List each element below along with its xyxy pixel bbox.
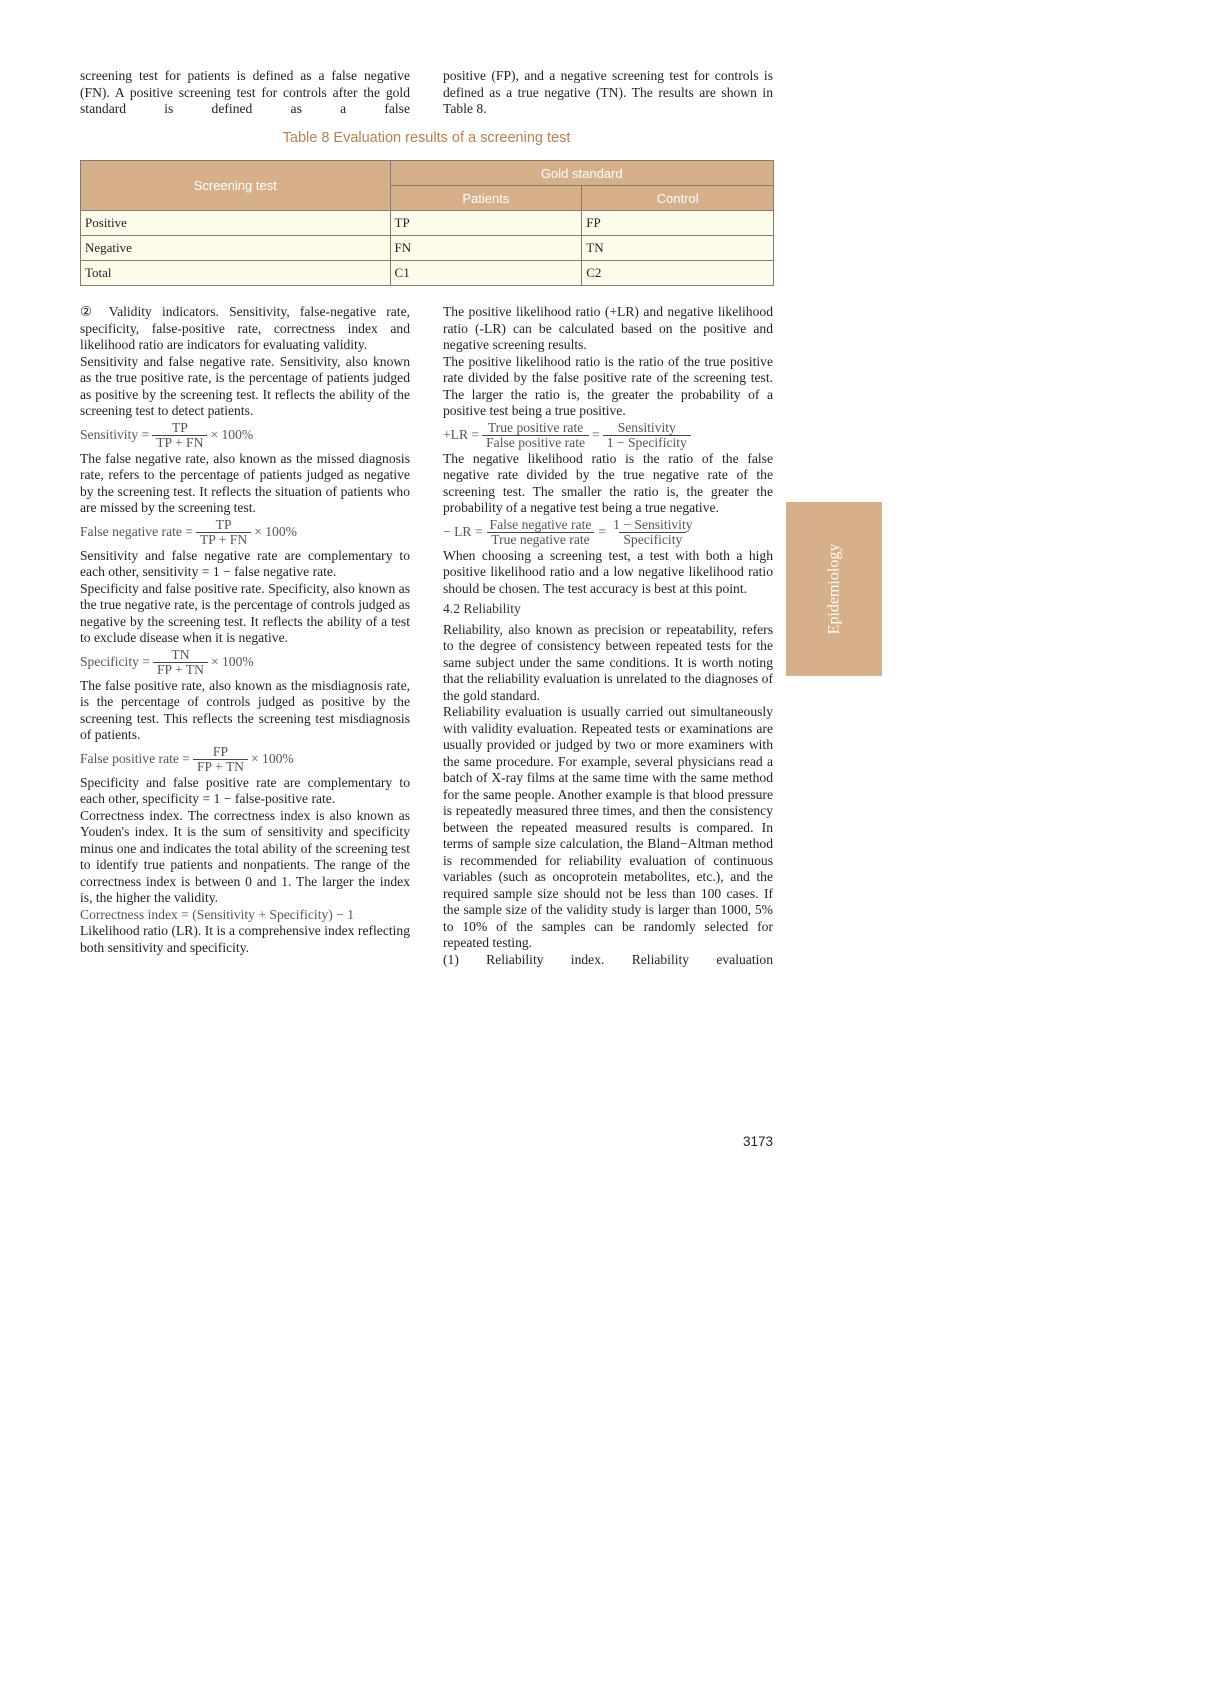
- formula-label: − LR =: [443, 523, 483, 539]
- table-row: [81, 261, 774, 286]
- formula-label: False positive rate =: [80, 750, 190, 766]
- paragraph: Likelihood ratio (LR). It is a comprehensive index reflecting both sensitivity and specificity.: [80, 923, 410, 955]
- false-positive-rate-formula: [80, 745, 410, 774]
- fraction: [609, 518, 696, 547]
- paragraph: Reliability, also known as precision or repeatability, refers to the degree of consistency between repeated tests for the same subject under the same conditions. It is worth noting that the reliability evaluation is unrelated to the diagnoses of the gold standard.: [443, 621, 773, 703]
- header-screening-test: Screening test: [81, 161, 391, 211]
- formula-label: Specificity =: [80, 653, 150, 669]
- denominator: TP + FN: [196, 532, 251, 547]
- cell-control: C2: [582, 261, 774, 286]
- paragraph: Correctness index. The correctness index is also known as Youden's index. It is the sum of sensitivity and specificity minus one and indicates the total ability of the screening test to identify true patients and nonpatients. The range of the correctness index is between 0 and 1. The larger the index is, the higher the validity.: [80, 807, 410, 905]
- header-patients: Patients: [390, 186, 582, 211]
- header-gold-standard: Gold standard: [390, 161, 773, 186]
- fraction: [193, 745, 248, 774]
- formula-tail: × 100%: [254, 523, 297, 539]
- section-tab-label: Epidemiology: [825, 543, 842, 635]
- equals-sign: =: [592, 426, 600, 442]
- page-number: 3173: [742, 1134, 773, 1149]
- table-row: [81, 211, 774, 236]
- denominator: TP + FN: [152, 435, 207, 450]
- correctness-index-formula: Correctness index = (Sensitivity + Specificity) − 1: [80, 906, 355, 922]
- cell-control: TN: [582, 236, 774, 261]
- row-label: Negative: [81, 236, 391, 261]
- fraction: [482, 421, 589, 450]
- specificity-formula: [80, 648, 410, 677]
- denominator: FP + TN: [153, 662, 208, 677]
- numerator: TN: [171, 646, 190, 662]
- paragraph: The negative likelihood ratio is the ratio of the false negative rate divided by the true negative rate of the screening test. The smaller the ratio is, the greater the probability of a negative test being a true negative.: [443, 450, 773, 515]
- numerator: True positive rate: [487, 419, 584, 435]
- paragraph: ② Validity indicators. Sensitivity, false-negative rate, specificity, false-positive rate, correctness index and likelihood ratio are indicators for evaluating validity.: [80, 304, 410, 352]
- fraction: [603, 421, 691, 450]
- table-title: Table 8 Evaluation results of a screening test: [282, 130, 571, 146]
- cell-control: FP: [582, 211, 774, 236]
- positive-lr-formula: [443, 421, 773, 450]
- fraction: [152, 421, 207, 450]
- top-right-paragraph: [443, 68, 773, 118]
- denominator: FP + TN: [193, 759, 248, 774]
- cell-patients: C1: [390, 261, 582, 286]
- paragraph: The false positive rate, also known as the misdiagnosis rate, is the percentage of controls judged as positive by the screening test. This reflects the screening test misdiagnosis of patients.: [80, 677, 410, 742]
- formula-tail: × 100%: [210, 653, 254, 669]
- paragraph: Sensitivity and false negative rate are complementary to each other, sensitivity = 1 − false negative rate.: [80, 547, 410, 579]
- section-heading: 4.2 Reliability: [443, 601, 521, 616]
- equals-sign: =: [598, 523, 607, 539]
- formula-tail: × 100%: [250, 750, 294, 766]
- row-label: Positive: [81, 211, 391, 236]
- right-column: [443, 304, 773, 968]
- numerator: TP: [215, 516, 232, 532]
- numerator: Sensitivity: [617, 419, 676, 435]
- row-label: Total: [81, 261, 391, 286]
- fraction: [196, 518, 251, 547]
- evaluation-table: [80, 160, 774, 286]
- denominator: False positive rate: [482, 435, 589, 450]
- fraction: [153, 648, 208, 677]
- paragraph-text: screening test for patients is defined as a false negative (FN). A positive screening test for controls after the gold standard is defined as a false: [80, 68, 410, 116]
- false-negative-rate-formula: [80, 518, 410, 547]
- numerator: 1 − Sensitivity: [613, 516, 693, 532]
- sensitivity-formula: [80, 421, 410, 450]
- fraction: [486, 518, 596, 547]
- paragraph: (1) Reliability index. Reliability evaluation: [443, 951, 773, 967]
- paragraph: Sensitivity and false negative rate. Sensitivity, also known as the true positive rate, is the percentage of patients judged as positive by the screening test. It reflects the ability of the screening test to detect patients.: [80, 353, 410, 418]
- paragraph: When choosing a screening test, a test with both a high positive likelihood ratio and a low negative likelihood ratio should be chosen. The test accuracy is best at this point.: [443, 547, 773, 596]
- formula-label: +LR =: [443, 426, 480, 442]
- table-row: [81, 236, 774, 261]
- numerator: False negative rate: [489, 516, 592, 532]
- denominator: Specificity: [619, 532, 686, 547]
- cell-patients: FN: [390, 236, 582, 261]
- denominator: 1 − Specificity: [603, 435, 691, 450]
- paragraph: Specificity and false positive rate. Specificity, also known as the true negative rate, is the percentage of controls judged as negative by the screening test. It reflects the ability of a test to exclude disease when it is negative.: [80, 580, 410, 645]
- paragraph: Specificity and false positive rate are complementary to each other, specificity = 1 − false-positive rate.: [80, 774, 410, 806]
- paragraph-text: positive (FP), and a negative screening test for controls is defined as a true negative (TN). The results are shown in Table 8.: [443, 68, 773, 116]
- top-left-paragraph: [80, 68, 410, 118]
- paragraph: The positive likelihood ratio (+LR) and negative likelihood ratio (-LR) can be calculated based on the positive and negative screening results.: [443, 304, 773, 352]
- paragraph: Reliability evaluation is usually carried out simultaneously with validity evaluation. Repeated tests or examinations are usually provided or judged by two or more examiners with the same procedure. For example, several physicians read a batch of X-ray films at the same time with the same method for the same people. Another example is that blood pressure is repeatedly measured three times, and then the consistency between the repeated measured results is compared. In terms of sample size calculation, the Bland−Altman method is recommended for reliability evaluation of continuous variables (such as oncoprotein metabolites, etc.), and the required sample size should not be less than 100 cases. If the sample size of the validity study is larger than 1000, 5% to 10% of the samples can be randomly selected for repeated testing.: [443, 704, 773, 950]
- formula-label: Sensitivity =: [80, 426, 150, 442]
- numerator: TP: [171, 419, 188, 435]
- header-control: Control: [582, 186, 774, 211]
- section-tab: [786, 502, 882, 676]
- cell-patients: TP: [390, 211, 582, 236]
- formula-label: False negative rate =: [80, 523, 193, 539]
- denominator: True negative rate: [487, 532, 593, 547]
- negative-lr-formula: [443, 518, 773, 547]
- paragraph: The false negative rate, also known as the missed diagnosis rate, refers to the percentage of patients judged as negative by the screening test. It reflects the situation of patients who are missed by the screening test.: [80, 450, 410, 515]
- formula-tail: × 100%: [210, 426, 254, 442]
- numerator: FP: [212, 743, 229, 759]
- paragraph: The positive likelihood ratio is the ratio of the true positive rate divided by the false positive rate of the screening test. The larger the ratio is, the greater the probability of a positive test being a true positive.: [443, 353, 773, 418]
- left-column: [80, 304, 410, 956]
